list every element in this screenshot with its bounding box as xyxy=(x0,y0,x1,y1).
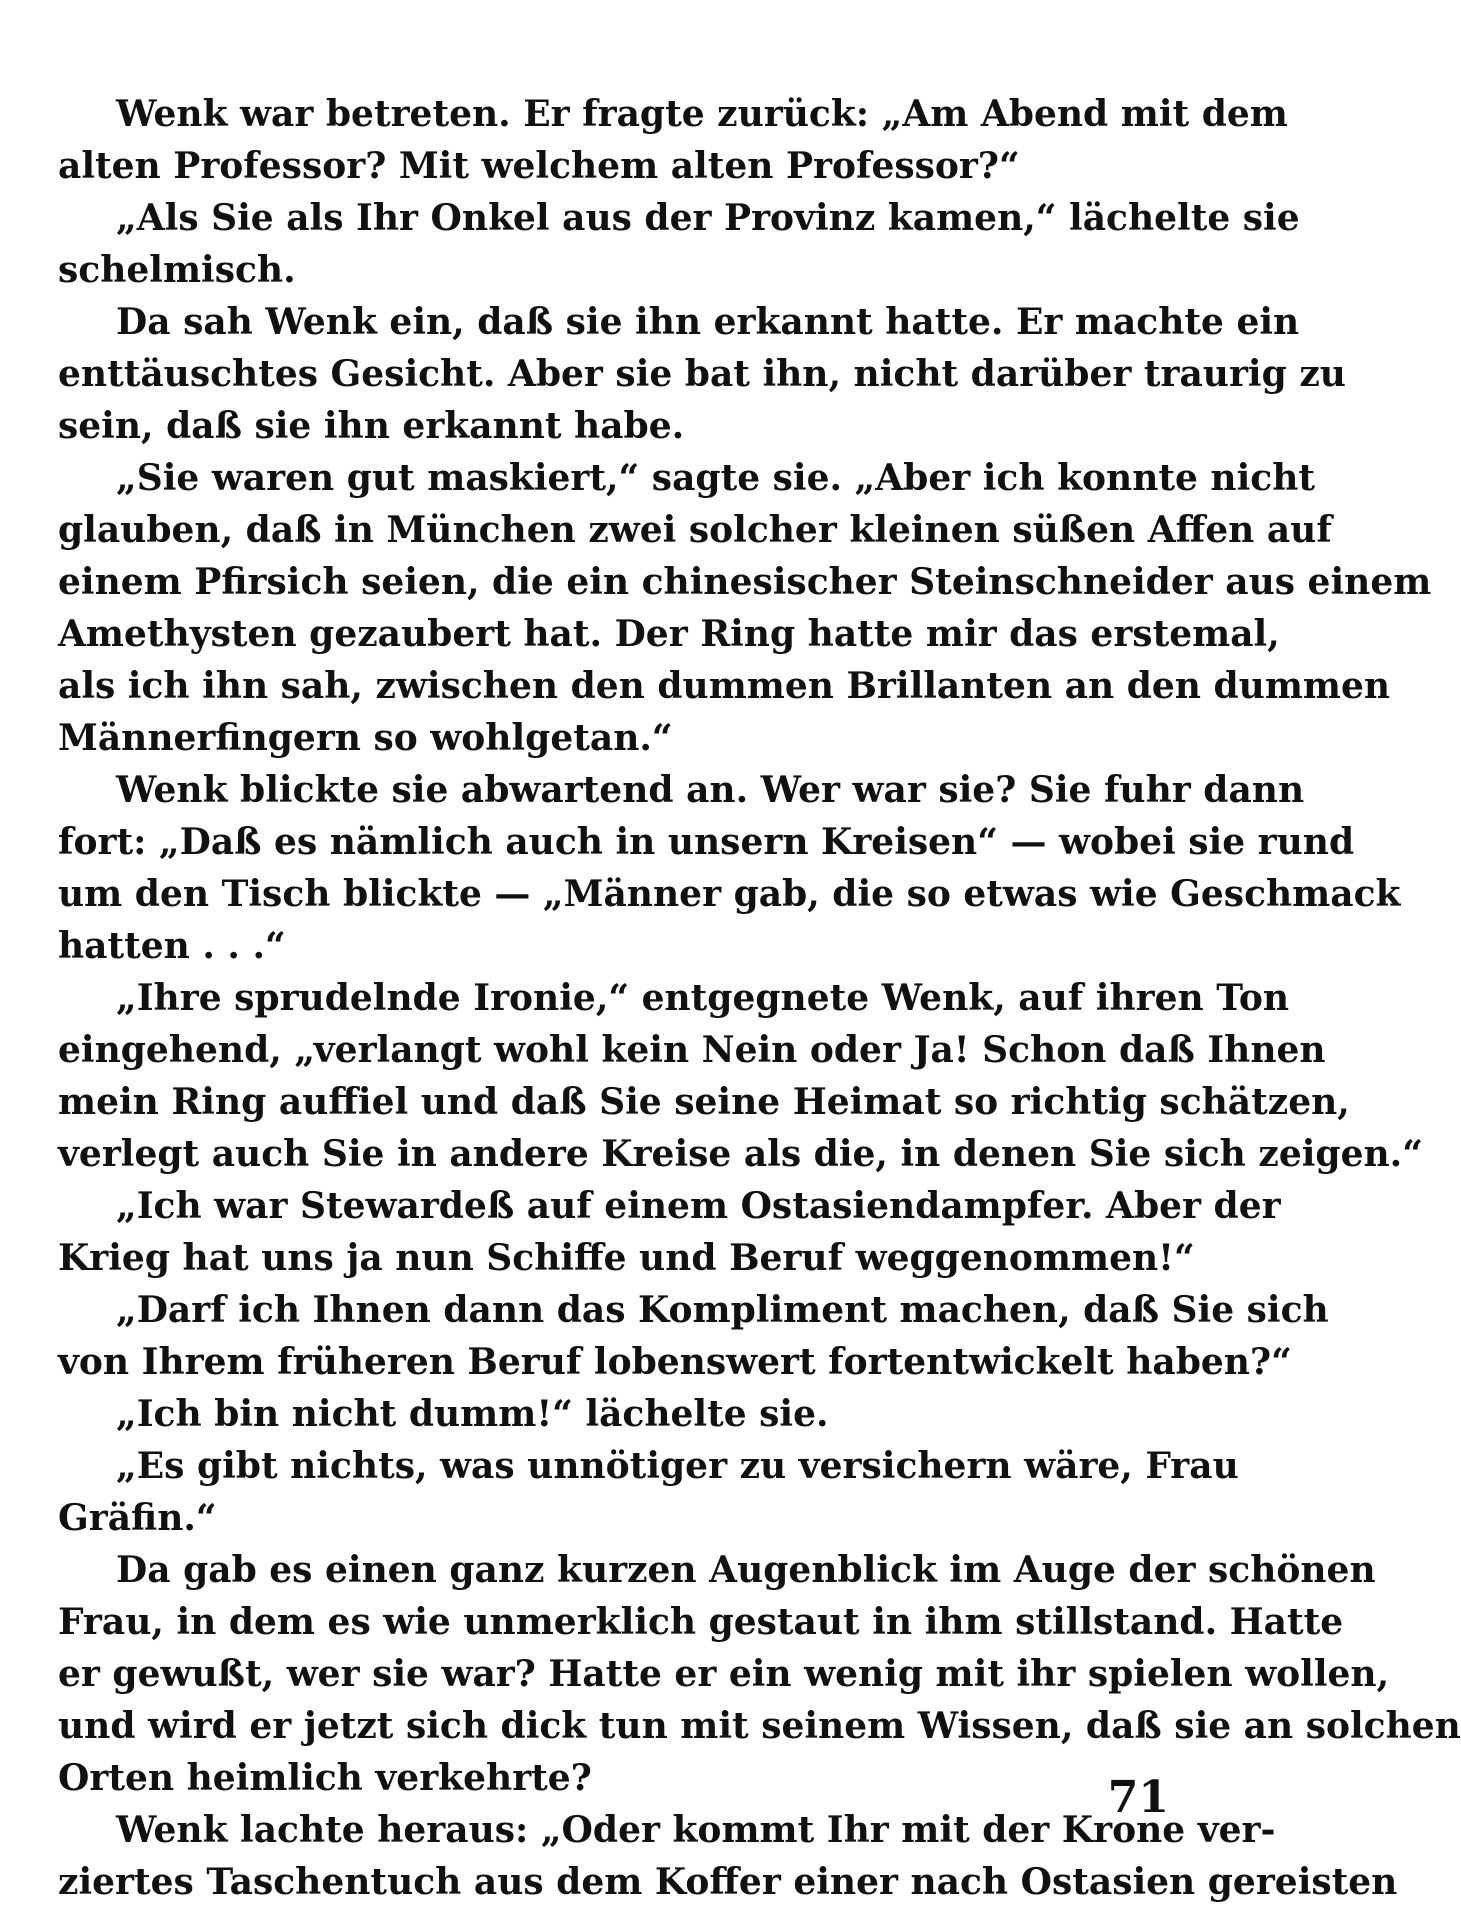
text-line: alten Professor? Mit welchem alten Professor?“ xyxy=(58,145,1020,187)
text-line: „Ich bin nicht dumm!“ lächelte sie. xyxy=(116,1393,829,1435)
text-line: Da gab es einen ganz kurzen Augenblick im Auge der schönen xyxy=(116,1549,1376,1591)
text-line: mein Ring auffiel und daß Sie seine Heimat so richtig schätzen, xyxy=(58,1081,1350,1123)
text-line: Wenk blickte sie abwartend an. Wer war sie? Sie fuhr dann xyxy=(116,769,1305,811)
text-line: Gräfin.“ xyxy=(58,1497,217,1539)
text-line: Da sah Wenk ein, daß sie ihn erkannt hatte. Er machte ein xyxy=(116,301,1300,343)
text-line: eingehend, „verlangt wohl kein Nein oder Ja! Schon daß Ihnen xyxy=(58,1029,1326,1071)
text-line: „Es gibt nichts, was unnötiger zu versichern wäre, Frau xyxy=(116,1445,1239,1487)
text-line: schelmisch. xyxy=(58,249,296,291)
text-line: und wird er jetzt sich dick tun mit seinem Wissen, daß sie an solchen xyxy=(58,1705,1461,1747)
text-line: hatten . . .“ xyxy=(58,925,286,967)
text-line: Männerfingern so wohlgetan.“ xyxy=(58,717,673,759)
text-line: sein, daß sie ihn erkannt habe. xyxy=(58,405,685,447)
text-line: ziertes Taschentuch aus dem Koffer einer nach Ostasien gereisten xyxy=(58,1861,1398,1903)
text-line: glauben, daß in München zwei solcher kleinen süßen Affen auf xyxy=(58,509,1332,551)
text-line: Amethysten gezaubert hat. Der Ring hatte mir das erstemal, xyxy=(58,613,1280,655)
text-line: fort: „Daß es nämlich auch in unsern Kreisen“ — wobei sie rund xyxy=(58,821,1355,863)
text-line: Wenk lachte heraus: „Oder kommt Ihr mit der Krone ver- xyxy=(116,1809,1276,1851)
body-text xyxy=(58,88,1461,1908)
text-line: „Sie waren gut maskiert,“ sagte sie. „Aber ich konnte nicht xyxy=(116,457,1316,499)
text-line: „Als Sie als Ihr Onkel aus der Provinz kamen,“ lächelte sie xyxy=(116,197,1300,239)
text-line: Krieg hat uns ja nun Schiffe und Beruf weggenommen!“ xyxy=(58,1237,1195,1279)
text-line: Orten heimlich verkehrte? xyxy=(58,1757,592,1799)
text-line: er gewußt, wer sie war? Hatte er ein wenig mit ihr spielen wollen, xyxy=(58,1653,1390,1695)
text-line: einem Pfirsich seien, die ein chinesischer Steinschneider aus einem xyxy=(58,561,1432,603)
text-line: enttäuschtes Gesicht. Aber sie bat ihn, nicht darüber traurig zu xyxy=(58,353,1346,395)
text-line: von Ihrem früheren Beruf lobenswert fortentwickelt haben?“ xyxy=(58,1341,1292,1383)
text-line: Wenk war betreten. Er fragte zurück: „Am Abend mit dem xyxy=(116,93,1288,135)
page-number: 71 xyxy=(1107,1772,1169,1823)
text-line: als ich ihn sah, zwischen den dummen Brillanten an den dummen xyxy=(58,665,1391,707)
text-line: verlegt auch Sie in andere Kreise als die, in denen Sie sich zeigen.“ xyxy=(58,1133,1423,1175)
text-line: Frau, in dem es wie unmerklich gestaut in ihm stillstand. Hatte xyxy=(58,1601,1344,1643)
text-line: „Ihre sprudelnde Ironie,“ entgegnete Wenk, auf ihren Ton xyxy=(116,977,1290,1019)
text-line: „Darf ich Ihnen dann das Kompliment machen, daß Sie sich xyxy=(116,1289,1329,1331)
text-line: „Ich war Stewardeß auf einem Ostasiendampfer. Aber der xyxy=(116,1185,1281,1227)
text-line: um den Tisch blickte — „Männer gab, die so etwas wie Geschmack xyxy=(58,873,1401,915)
